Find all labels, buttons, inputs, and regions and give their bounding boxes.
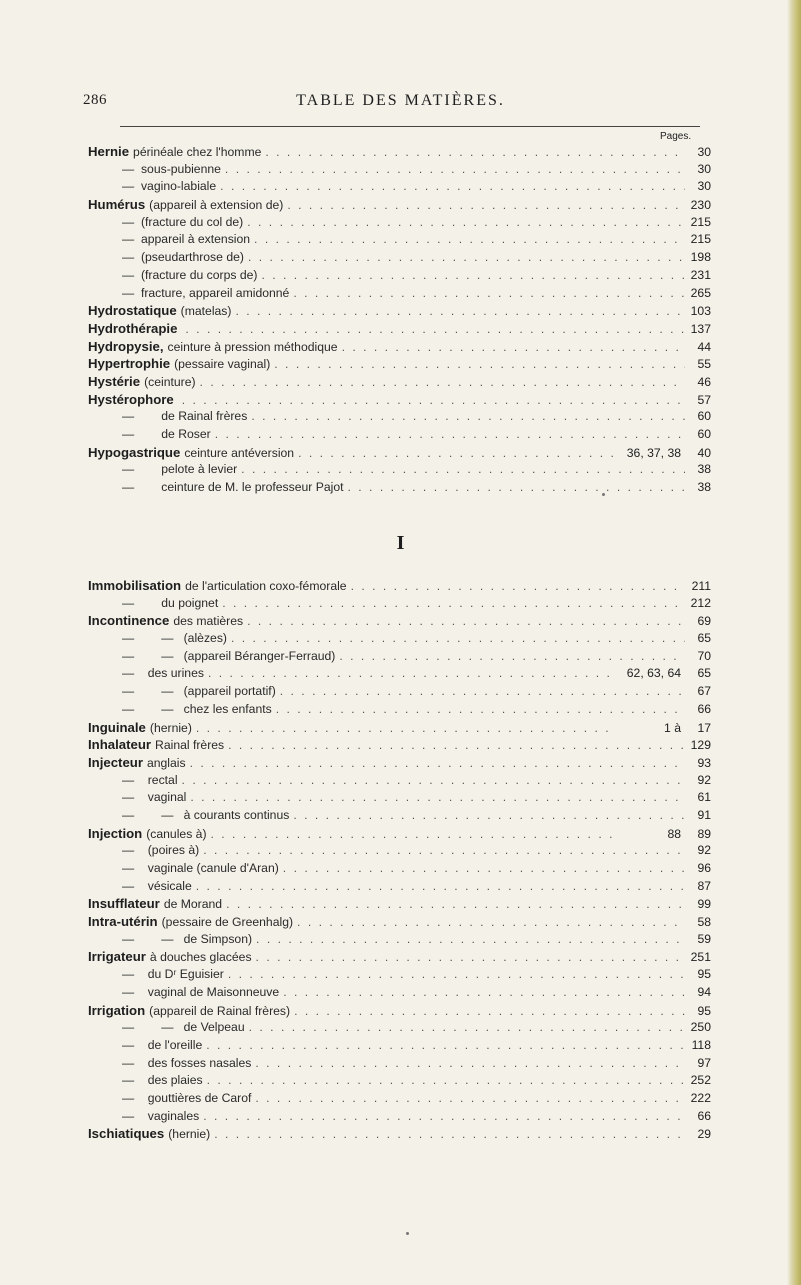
dot-leader [274, 356, 685, 374]
entry-heading: Inhalateur [88, 737, 152, 753]
dot-leader [182, 772, 685, 790]
entry-page-number: 95 [697, 1003, 711, 1018]
entry-text: — — (alèzes) [122, 631, 227, 646]
entry-extra-pages: 36, 37, 38 [626, 445, 681, 460]
entry-text: — (fracture du corps de) [122, 267, 258, 282]
entry-text: — des plaies [122, 1073, 203, 1088]
dot-leader [251, 408, 685, 426]
entry-page-number: 96 [697, 861, 711, 875]
index-entry [88, 1037, 711, 1055]
dot-leader [255, 1090, 685, 1108]
ink-speck [406, 1232, 409, 1235]
entry-page-number: 40 [697, 445, 711, 460]
entry-page-number: 215 [690, 214, 711, 229]
entry-text: (matelas) [180, 304, 232, 319]
index-entry [88, 683, 711, 701]
entry-text: — de l'oreille [122, 1037, 203, 1052]
index-entry [88, 630, 711, 648]
entry-page-number: 65 [697, 666, 711, 681]
entry-page-number: 44 [697, 339, 711, 354]
entry-page-number: 222 [690, 1090, 711, 1105]
dot-leader [256, 931, 685, 949]
index-entry [88, 444, 711, 462]
entry-page-number: 46 [697, 374, 711, 389]
entry-text: anglais [146, 755, 186, 770]
dot-leader [208, 665, 617, 683]
entry-text: (pessaire vaginal) [174, 357, 271, 372]
entry-extra-pages: 62, 63, 64 [626, 666, 681, 681]
index-section-h [88, 143, 711, 497]
entry-page-number: 250 [690, 1020, 711, 1035]
index-entry [88, 338, 711, 356]
entry-page-number: 137 [690, 321, 711, 336]
index-entry [88, 736, 711, 754]
dot-leader [255, 1055, 685, 1073]
entry-page-number: 92 [697, 843, 711, 858]
entry-heading: Incontinence [88, 613, 170, 629]
entry-page-number: 99 [697, 897, 711, 912]
dot-leader [294, 1003, 685, 1021]
header-rule [120, 126, 700, 127]
entry-text: de l'articulation coxo-fémorale [185, 579, 347, 593]
entry-page-number: 212 [690, 595, 711, 610]
index-entry [88, 1002, 711, 1020]
index-entry [88, 461, 711, 479]
entry-page-number: 92 [697, 772, 711, 787]
page-edge-shadow [787, 0, 801, 1285]
index-entry [88, 772, 711, 790]
entry-page-number: 60 [697, 427, 711, 441]
dot-leader [228, 966, 685, 984]
dot-leader [185, 321, 685, 339]
dot-leader [231, 630, 685, 648]
dot-leader [190, 755, 685, 773]
index-section-i [88, 577, 711, 1143]
entry-heading: Humérus [88, 197, 146, 213]
dot-leader [265, 144, 685, 162]
dot-leader [280, 683, 685, 701]
index-entry [88, 789, 711, 807]
entry-text: — ceinture de M. le professeur Pajot [122, 480, 344, 495]
entry-text: (appareil à extension de) [149, 198, 284, 213]
entry-heading: Hydrothérapie [88, 320, 178, 336]
dot-leader [298, 445, 617, 463]
index-entry [88, 648, 711, 666]
entry-text: ceinture antéversion [184, 445, 295, 460]
entry-page-number: 118 [691, 1037, 711, 1052]
entry-heading: Irrigation [88, 1002, 146, 1018]
index-entry [88, 1108, 711, 1126]
entry-heading: Hystérophore [88, 391, 174, 407]
dot-leader [283, 860, 685, 878]
index-entry [88, 966, 711, 984]
dot-leader [351, 578, 685, 596]
index-entry [88, 426, 711, 444]
index-entry [88, 391, 711, 409]
entry-heading: Immobilisation [88, 578, 182, 593]
dot-leader [342, 339, 685, 357]
index-entry [88, 196, 711, 214]
entry-heading: Ischiatiques [88, 1126, 165, 1142]
entry-page-number: 67 [697, 684, 711, 699]
entry-heading: Insufflateur [88, 896, 160, 912]
dot-leader [214, 1126, 685, 1144]
index-entry [88, 719, 711, 737]
entry-text: — — (appareil portatif) [122, 684, 276, 699]
entry-text: — vaginales [122, 1108, 200, 1123]
entry-page-number: 103 [690, 304, 711, 319]
entry-page-number: 252 [690, 1073, 711, 1088]
entry-heading: Inguinale [88, 719, 146, 735]
entry-page-number: 94 [697, 984, 711, 999]
index-entry [88, 595, 711, 613]
dot-leader [228, 737, 685, 755]
entry-page-number: 198 [690, 250, 711, 265]
entry-text: — appareil à extension [122, 232, 251, 247]
entry-text: — — à courants continus [122, 807, 290, 822]
index-entry [88, 267, 711, 285]
entry-page-number: 89 [697, 826, 711, 841]
dot-leader [293, 807, 685, 825]
entry-heading: Irrigateur [88, 949, 146, 965]
index-entry [88, 842, 711, 860]
pages-column-label: Pages. [660, 131, 692, 142]
entry-page-number: 95 [697, 967, 711, 982]
entry-page-number: 66 [697, 701, 711, 716]
dot-leader [283, 984, 685, 1002]
entry-page-number: 231 [690, 267, 711, 282]
running-title: TABLE DES MATIÈRES. [296, 92, 505, 109]
index-entry [88, 948, 711, 966]
dot-leader [339, 648, 685, 666]
entry-page-number: 38 [697, 462, 711, 477]
dot-leader [254, 231, 685, 249]
index-entry [88, 373, 711, 391]
entry-text: — — chez les enfants [122, 701, 272, 716]
index-entry [88, 825, 711, 843]
index-entry [88, 479, 711, 497]
entry-page-number: 55 [697, 357, 711, 372]
dot-leader [248, 249, 685, 267]
entry-heading: Intra-utérin [88, 914, 158, 930]
index-entry [88, 807, 711, 825]
entry-text: — (fracture du col de) [122, 214, 244, 229]
index-entry [88, 984, 711, 1002]
index-entry [88, 249, 711, 267]
index-entry [88, 1072, 711, 1090]
entry-page-number: 211 [691, 579, 711, 593]
entry-page-number: 60 [697, 409, 711, 424]
entry-text: — vaginal [122, 790, 187, 805]
entry-text: — — (appareil Béranger-Ferraud) [122, 648, 336, 663]
entry-page-number: 265 [690, 285, 711, 300]
entry-page-number: 87 [697, 878, 711, 893]
entry-text: (hernie) [168, 1127, 211, 1142]
index-entry [88, 878, 711, 896]
index-entry [88, 1055, 711, 1073]
entry-text: des matières [173, 614, 244, 629]
dot-leader [241, 461, 685, 479]
entry-text: (pessaire de Greenhalg) [161, 915, 294, 930]
index-entry [88, 701, 711, 719]
index-entry [88, 913, 711, 931]
dot-leader [182, 392, 685, 410]
entry-text: (appareil de Rainal frères) [149, 1003, 291, 1018]
entry-page-number: 93 [697, 755, 711, 770]
dot-leader [276, 701, 685, 719]
entry-page-number: 30 [697, 161, 711, 176]
dot-leader [348, 479, 685, 497]
entry-page-number: 38 [697, 480, 711, 495]
index-entry [88, 1125, 711, 1143]
entry-text: — des urines [122, 666, 204, 681]
index-entry [88, 1090, 711, 1108]
index-entry [88, 665, 711, 683]
dot-leader [203, 842, 685, 860]
dot-leader [190, 789, 685, 807]
dot-leader [297, 914, 685, 932]
dot-leader [225, 161, 685, 179]
dot-leader [235, 303, 685, 321]
page-number: 286 [83, 92, 107, 108]
entry-page-number: 29 [697, 1127, 711, 1142]
dot-leader [222, 595, 685, 613]
entry-text: — — de Velpeau [122, 1020, 245, 1035]
dot-leader [196, 878, 685, 896]
entry-page-number: 17 [697, 720, 711, 735]
entry-page-number: 65 [697, 631, 711, 646]
entry-text: Rainal frères [155, 738, 225, 753]
dot-leader [293, 285, 685, 303]
entry-page-number: 129 [690, 738, 711, 753]
entry-text: — (poires à) [122, 843, 200, 858]
entry-page-number: 58 [697, 915, 711, 930]
entry-text: — vésicale [122, 878, 192, 893]
index-entry [88, 231, 711, 249]
entry-text: — rectal [122, 772, 178, 787]
entry-page-number: 215 [690, 232, 711, 247]
entry-text: — vaginale (canule d'Aran) [122, 861, 279, 875]
entry-text: — du Dʳ Eguisier [122, 967, 224, 982]
index-entry [88, 320, 711, 338]
entry-text: (hernie) [149, 720, 192, 735]
section-letter: I [396, 532, 405, 554]
dot-leader [215, 426, 685, 444]
entry-text: — vagino-labiale [122, 179, 217, 194]
index-entry [88, 214, 711, 232]
entry-heading: Hernie [88, 144, 130, 159]
dot-leader [226, 896, 685, 914]
entry-page-number: 57 [697, 392, 711, 407]
dot-leader [261, 267, 685, 285]
entry-page-number: 91 [697, 807, 711, 822]
entry-extra-pages: 88 [667, 826, 681, 841]
entry-page-number: 251 [690, 950, 711, 965]
entry-heading: Hystérie [88, 373, 141, 389]
entry-page-number: 61 [697, 790, 711, 805]
page-header [0, 92, 801, 116]
entry-page-number: 30 [697, 179, 711, 194]
entry-page-number: 59 [697, 931, 711, 946]
index-entry [88, 143, 711, 161]
entry-page-number: 97 [697, 1055, 711, 1070]
index-entry [88, 612, 711, 630]
entry-text: périnéale chez l'homme [133, 145, 262, 159]
entry-text: — des fosses nasales [122, 1055, 252, 1070]
entry-text: — vaginal de Maisonneuve [122, 984, 280, 999]
entry-heading: Hypogastrique [88, 444, 181, 460]
entry-text: — du poignet [122, 595, 219, 610]
entry-heading: Hydrostatique [88, 303, 177, 319]
entry-text: — sous-pubienne [122, 161, 221, 176]
dot-leader [220, 178, 685, 196]
entry-text: — fracture, appareil amidonné [122, 285, 290, 300]
index-entry [88, 931, 711, 949]
index-entry [88, 1019, 711, 1037]
dot-leader [196, 720, 617, 738]
index-entry [88, 285, 711, 303]
index-entry [88, 408, 711, 426]
entry-text: à douches glacées [149, 950, 252, 965]
entry-extra-pages: 1 à [664, 720, 681, 735]
index-entry [88, 161, 711, 179]
index-entry [88, 577, 711, 595]
dot-leader [207, 1072, 685, 1090]
entry-page-number: 230 [690, 198, 711, 213]
dot-leader [247, 214, 685, 232]
entry-page-number: 70 [697, 648, 711, 663]
entry-text: (canules à) [146, 826, 207, 841]
entry-text: de Morand [163, 897, 223, 912]
ink-speck [602, 493, 605, 496]
entry-page-number: 66 [697, 1108, 711, 1123]
entry-heading: Hypertrophie [88, 356, 171, 372]
entry-text: — (pseudarthrose de) [122, 250, 244, 265]
entry-text: ceinture à pression méthodique [167, 339, 338, 354]
dot-leader [200, 374, 685, 392]
entry-text: — gouttières de Carof [122, 1090, 252, 1105]
entry-text: — de Roser [122, 427, 211, 441]
dot-leader [287, 197, 685, 215]
dot-leader [256, 949, 685, 967]
entry-text: — de Rainal frères [122, 409, 248, 424]
dot-leader [211, 826, 617, 844]
entry-heading: Injection [88, 825, 143, 841]
index-entry [88, 860, 711, 878]
entry-page-number: 69 [697, 614, 711, 629]
index-entry [88, 355, 711, 373]
dot-leader [203, 1108, 685, 1126]
entry-page-number: 30 [697, 145, 711, 159]
dot-leader [249, 1019, 685, 1037]
index-entry [88, 178, 711, 196]
entry-text: — pelote à levier [122, 462, 238, 477]
dot-leader [247, 613, 685, 631]
entry-heading: Injecteur [88, 754, 143, 770]
dot-leader [206, 1037, 685, 1055]
entry-text: (ceinture) [144, 374, 196, 389]
index-entry [88, 895, 711, 913]
entry-heading: Hydropysie, [88, 338, 164, 354]
index-entry [88, 302, 711, 320]
index-entry [88, 754, 711, 772]
entry-text: — — de Simpson) [122, 931, 253, 946]
